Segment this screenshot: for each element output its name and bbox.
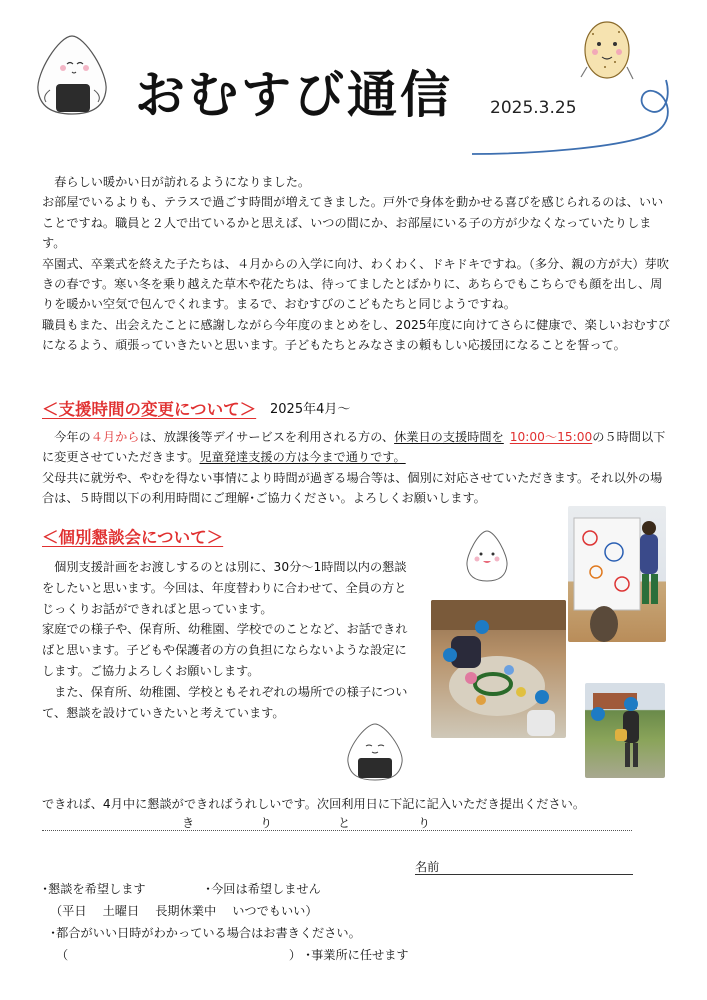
child-dev-note: 児童発達支援の方は今まで通りです。 bbox=[199, 450, 406, 465]
onigiri-character-icon bbox=[340, 720, 410, 785]
day-options[interactable]: （平日 土曜日 長期休業中 いつでもいい） bbox=[50, 904, 318, 918]
text-span: は、放課後等デイサービスを利用される方の、 bbox=[139, 430, 395, 444]
intro-paragraph: 職員もまた、出会えたことに感謝しながら今年度のまとめをし、2025年度に向けてさらに健康で、楽しいおむすびになるよう、頑張っていきたいと思います。子どもたちとみなさまの頼もしい応援団になることを誓って。 bbox=[42, 317, 670, 353]
newsletter-title: おむすび通信 bbox=[135, 66, 453, 124]
consultation-paragraph: また、保育所、幼稚園、学校ともそれぞれの場所での様子について、懇談を設けていきたいと考えています。 bbox=[42, 684, 408, 720]
intro-text bbox=[42, 172, 672, 356]
preferred-dates-field[interactable] bbox=[56, 946, 301, 964]
text-span: 今年の bbox=[42, 430, 91, 444]
photo-table-play bbox=[431, 600, 566, 738]
cut-line bbox=[42, 814, 632, 831]
intro-paragraph: 卒園式、卒業式を終えた子たちは、４月からの入学に向け、わくわく、ドキドキですね。（多分、親の方が大）芽吹きの春です。寒い冬を乗り越えた草木や花たちは、待ってましたとばかりに、あちらでもこちらでも顔を出し、周りを暖かい空気で包んでくれます。まるで、おむすびのこどもたちと同じようですね。 bbox=[42, 256, 669, 312]
decorative-curl-line-icon bbox=[470, 70, 685, 160]
option-want-consultation[interactable]: ･懇談を希望します bbox=[42, 882, 146, 896]
paren-close: ） bbox=[288, 948, 301, 962]
issue-date: 2025.3.25 bbox=[490, 98, 577, 118]
support-hours-paragraph bbox=[42, 427, 672, 468]
option-leave-to-office[interactable]: ･事業所に任せます bbox=[305, 948, 409, 962]
cut-char: と bbox=[338, 816, 351, 830]
onigiri-mascot-icon bbox=[30, 28, 115, 123]
consultation-request: できれば、4月中に懇談ができればうれしいです。次回利用日に下記に記入いただき提出ください。 bbox=[42, 797, 586, 811]
holiday-hours-label: 休業日の支援時間を bbox=[394, 430, 504, 444]
name-field[interactable] bbox=[415, 856, 633, 875]
child-face-cover-icon bbox=[591, 707, 605, 721]
intro-paragraph: お部屋でいるよりも、テラスで過ごす時間が増えてきました。戸外で身体を動かせる喜びを感じられるのは、いいことですね。職員と２人で出ているかと思えば、いつの間にか、お部屋にいる子の方が少なくなっていたりします。 bbox=[42, 195, 664, 251]
child-face-cover-icon bbox=[535, 690, 549, 704]
consultation-paragraph: 個別支援計画をお渡しするのとは別に、30分～1時間以内の懇談をしたいと思います。今回は、年度替わりに合わせて、全員の方とじっくりお話ができればと思っています。 bbox=[42, 560, 407, 616]
child-face-cover-icon bbox=[475, 620, 489, 634]
support-hours-heading: ＜支援時間の変更について＞ bbox=[42, 400, 257, 419]
cut-char: り bbox=[260, 816, 273, 830]
cut-char: き bbox=[182, 816, 195, 830]
new-hours-value: 10:00～15:00 bbox=[509, 430, 593, 444]
text-span: の５時間以下に変更させていただきます。 bbox=[42, 430, 666, 465]
consultation-paragraph: 家庭での様子や、保育所、幼稚園、学校でのことなど、お話できればと思います。子どもや保護者の方の負担にならないような設定にします。ご協力よろしくお願いします。 bbox=[42, 622, 408, 678]
intro-paragraph: 春らしい暖かい日が訪れるようになりました。 bbox=[42, 175, 311, 189]
support-hours-date: 2025年4月～ bbox=[270, 402, 351, 417]
april-highlight: ４月から bbox=[90, 430, 140, 444]
consultation-text bbox=[42, 557, 414, 723]
cut-char: り bbox=[418, 816, 431, 830]
support-hours-paragraph: 父母共に就労や、やむを得ない事情により時間が過ぎる場合等は、個別に対応させていただきます。それ以外の場合は、５時間以下の利用時間にご理解･ご協力ください。よろしくお願いします。 bbox=[42, 470, 663, 506]
option-not-this-time[interactable]: ･今回は希望しません bbox=[205, 882, 321, 896]
support-hours-text bbox=[42, 427, 672, 509]
photo-painting-board bbox=[568, 506, 666, 642]
name-label: 名前 bbox=[415, 860, 440, 874]
paren-open: （ bbox=[56, 948, 69, 962]
child-face-cover-icon bbox=[443, 648, 457, 662]
consultation-heading: ＜個別懇談会について＞ bbox=[42, 528, 224, 547]
preferred-dates-note: ･都合がいい日時がわかっている場合はお書きください。 bbox=[50, 926, 361, 940]
small-onigiri-icon bbox=[462, 527, 512, 585]
photo-outdoor-play bbox=[585, 683, 665, 778]
child-face-cover-icon bbox=[624, 697, 638, 711]
